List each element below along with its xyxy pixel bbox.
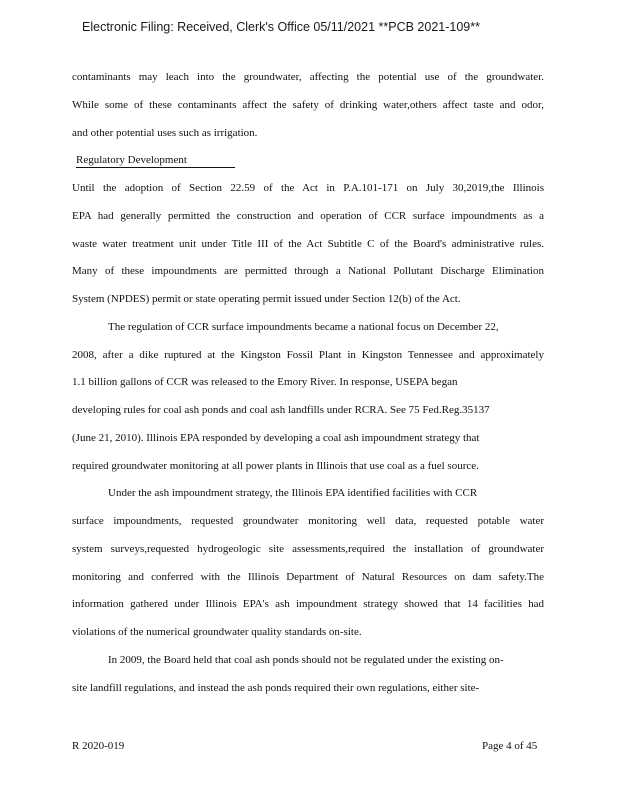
section-heading xyxy=(76,153,548,168)
body-text-line: 2008, after a dike ruptured at the Kingston Fossil Plant in Kingston Tennessee and approximately xyxy=(72,348,544,361)
filing-stamp-header: Electronic Filing: Received, Clerk's Office 05/11/2021 **PCB 2021-109** xyxy=(82,20,480,34)
body-text-line: In 2009, the Board held that coal ash ponds should not be regulated under the existing on- xyxy=(108,653,504,666)
body-text-line: contaminants may leach into the groundwater, affecting the potential use of the groundwater. xyxy=(72,71,544,83)
body-text-line: violations of the numerical groundwater quality standards on-site. xyxy=(72,626,362,638)
docket-number: R 2020-019 xyxy=(72,740,125,752)
body-text-line: required groundwater monitoring at all power plants in Illinois that use coal as a fuel source. xyxy=(72,459,479,472)
body-text-line: EPA had generally permitted the construction and operation of CCR surface impoundments as a xyxy=(72,209,544,222)
body-text-line: System (NPDES) permit or state operating permit issued under Section 12(b) of the Act. xyxy=(72,293,461,305)
body-text-line: The regulation of CCR surface impoundments became a national focus on December 22, xyxy=(108,320,499,333)
body-text-line: Many of these impoundments are permitted through a National Pollutant Discharge Elimination xyxy=(72,265,544,278)
body-text-line: developing rules for coal ash ponds and coal ash landfills under RCRA. See 75 Fed.Reg.35137 xyxy=(72,404,490,416)
body-text-line: 1.1 billion gallons of CCR was released to the Emory River. In response, USEPA began xyxy=(72,376,458,389)
body-text-line: information gathered under Illinois EPA's ash impoundment strategy showed that 14 facilities had xyxy=(72,598,544,611)
body-text-line: monitoring and conferred with the Illinois Department of Natural Resources on dam safety.The xyxy=(72,570,544,583)
body-text-line: While some of these contaminants affect the safety of drinking water,others affect taste and odor, xyxy=(72,98,544,111)
page-number: Page 4 of 45 xyxy=(482,740,538,752)
body-text-line: surface impoundments, requested groundwater monitoring well data, requested potable water xyxy=(72,515,544,527)
body-text-line: Under the ash impoundment strategy, the Illinois EPA identified facilities with CCR xyxy=(108,487,478,500)
body-text-line: system surveys,requested hydrogeologic site assessments,required the installation of groundwater xyxy=(72,542,544,555)
body-text-line: Until the adoption of Section 22.59 of the Act in P.A.101-171 on July 30,2019,the Illinois xyxy=(72,182,544,194)
body-text-line: and other potential uses such as irrigation. xyxy=(72,126,258,139)
body-text-line: waste water treatment unit under Title III of the Act Subtitle C of the Board's administrative rules. xyxy=(72,237,544,250)
section-heading-text: Regulatory Development xyxy=(76,154,235,168)
body-text-line: site landfill regulations, and instead the ash ponds required their own regulations, either site- xyxy=(72,681,480,694)
body-text-line: (June 21, 2010). Illinois EPA responded by developing a coal ash impoundment strategy that xyxy=(72,431,480,444)
